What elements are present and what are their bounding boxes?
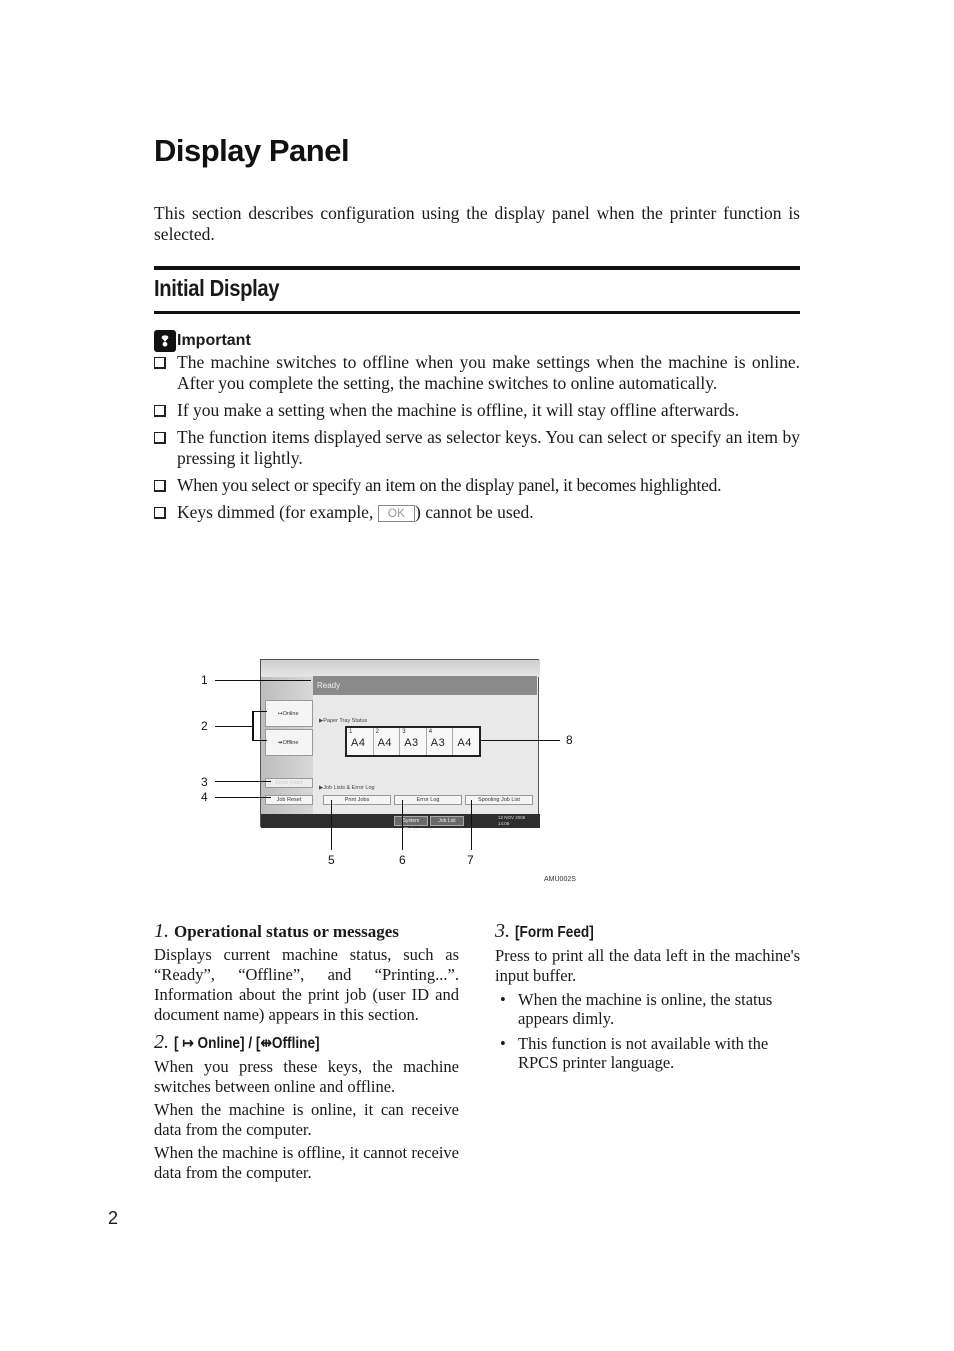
system-status-key: System Status	[394, 816, 428, 826]
callout-number: 2	[201, 719, 208, 733]
item-3-text: Press to print all the data left in the machine's input buffer.	[495, 946, 800, 985]
ok-key-dimmed: OK	[378, 505, 415, 522]
item-2-text: When the machine is offline, it cannot receive data from the computer.	[154, 1143, 459, 1182]
item-column-left	[154, 920, 459, 1186]
callout-bracket-2-top	[252, 711, 267, 712]
paper-tray-status	[345, 726, 481, 757]
section-rule-top	[154, 266, 800, 270]
list-item: • When the machine is online, the status appears dimly.	[500, 990, 773, 1028]
section-title: Initial Display	[154, 275, 280, 301]
callout-number: 8	[566, 733, 573, 747]
checkbox-bullet-icon	[154, 480, 166, 492]
important-label: Important	[177, 332, 251, 349]
item-2-text: When you press these keys, the machine switches between online and offline.	[154, 1057, 459, 1096]
callout-number: 1	[201, 673, 208, 687]
callout-number: 5	[328, 853, 335, 867]
print-jobs-key: Print Jobs	[323, 795, 391, 805]
list-item: • This function is not available with the RPCS printer language.	[500, 1034, 769, 1072]
display-panel-figure	[260, 659, 539, 833]
job-reset-key: Job Reset	[265, 795, 313, 805]
important-item: When you select or specify an item on the display panel, it becomes highlighted.	[154, 475, 800, 496]
callout-bracket-2	[252, 711, 254, 741]
item-1-text: Displays current machine status, such as “Ready”, “Offline”, and “Printing...”. Information about the print job (user ID and document name) appears in this section.	[154, 945, 459, 1024]
important-item: If you make a setting when the machine is offline, it will stay offline afterwards.	[154, 400, 800, 421]
item-3-bullets	[495, 990, 800, 1072]
tray-cell: A4	[457, 737, 472, 749]
status-message-bar: Ready	[313, 676, 537, 695]
important-item: Keys dimmed (for example, OK ) cannot be used.	[154, 502, 800, 523]
important-list	[154, 352, 800, 529]
item-column-right	[495, 920, 800, 1078]
important-heading	[154, 330, 251, 352]
checkbox-bullet-icon	[154, 357, 166, 369]
page-number: 2	[108, 1208, 119, 1228]
checkbox-bullet-icon	[154, 432, 166, 444]
callout-line-2	[215, 726, 252, 727]
callout-number: 7	[467, 853, 474, 867]
page-title: Display Panel	[154, 133, 350, 168]
panel-bottom-bar	[261, 814, 540, 833]
item-1-heading: 1. Operational status or messages	[154, 920, 399, 942]
callout-line-3	[215, 781, 271, 782]
panel-top-band	[261, 660, 540, 677]
item-3-heading: 3. [Form Feed]	[495, 920, 594, 942]
callout-line-6	[402, 800, 403, 850]
callout-number: 6	[399, 853, 406, 867]
error-log-key: Error Log	[394, 795, 462, 805]
job-list-key: Job List	[430, 816, 464, 826]
item-2-heading: 2. [ ↦ Online] / [⇹Offline]	[154, 1031, 320, 1053]
online-key: ↦Online	[265, 700, 313, 727]
important-icon: ❢	[154, 330, 176, 352]
tray-cell: 1 A4	[347, 728, 374, 755]
checkbox-bullet-icon	[154, 405, 166, 417]
callout-number: 4	[201, 790, 208, 804]
callout-line-4	[215, 797, 271, 798]
important-item: The machine switches to offline when you make settings when the machine is online. After you complete the setting, the machine switches to online automatically.	[154, 352, 800, 394]
callout-line-8	[481, 740, 560, 741]
callout-line-5	[331, 800, 332, 850]
item-2-text: When the machine is online, it can receive data from the computer.	[154, 1100, 459, 1139]
paper-tray-status-label: ▶Paper Tray Status	[319, 718, 368, 724]
callout-bracket-2-bottom	[252, 740, 267, 741]
panel-date-time: 12 NOV 2006 14:05	[498, 815, 526, 826]
tray-cell: 3 A3	[400, 728, 427, 755]
checkbox-bullet-icon	[154, 507, 166, 519]
callout-line-7	[471, 800, 472, 850]
job-lists-label: ▶Job Lists & Error Log	[319, 785, 375, 791]
callout-line-1	[215, 680, 311, 681]
offline-key: ⇹Offline	[265, 729, 313, 756]
figure-code: AMU002S	[544, 876, 576, 883]
form-feed-key: Form Feed	[265, 778, 313, 788]
section-rule-bottom	[154, 311, 800, 314]
intro-paragraph: This section describes configuration using the display panel when the printer function is selected.	[154, 203, 800, 244]
spooling-job-list-key: Spooling Job List	[465, 795, 533, 805]
tray-cell: 2 A4	[374, 728, 401, 755]
tray-cell: 4 A3	[427, 728, 454, 755]
important-item: The function items displayed serve as selector keys. You can select or specify an item by pressing it lightly.	[154, 427, 800, 469]
callout-number: 3	[201, 775, 208, 789]
